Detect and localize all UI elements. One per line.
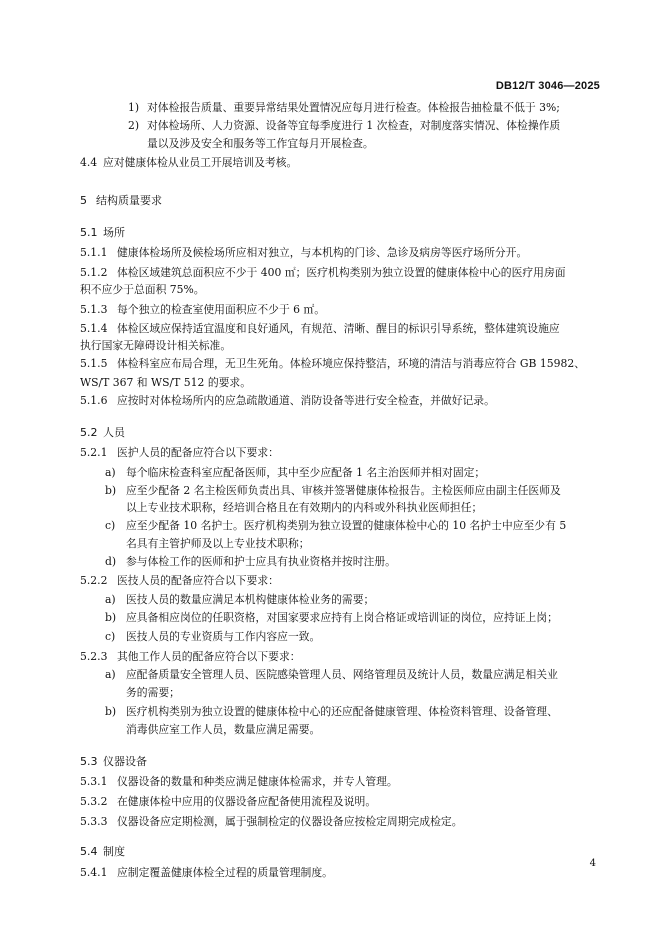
clause-text: 医技人员的专业资质与工作内容应一致。 — [126, 630, 321, 643]
clause-number: 2) — [128, 119, 140, 132]
clause-number: b) — [105, 705, 117, 718]
clause-number: 5.1.6 — [80, 394, 108, 407]
clause-text: 医技人员的数量应满足本机构健康体检业务的需要； — [126, 593, 375, 606]
clause-number: 5.1.2 — [80, 266, 108, 279]
clause-number: 5.1.5 — [80, 357, 108, 370]
section-heading: 人员 — [103, 426, 125, 439]
clause-text: 仪器设备应定期检测，属于强制检定的仪器设备应按检定周期完成检定。 — [117, 815, 463, 828]
clause-number: a) — [105, 668, 116, 681]
clause-number: b) — [105, 484, 117, 497]
clause-text: 医护人员的配备应符合以下要求： — [117, 446, 279, 459]
clause-text: 在健康体检中应用的仪器设备应配备使用流程及说明。 — [117, 795, 377, 808]
document-id-header: DB12/T 3046—2025 — [495, 80, 600, 92]
clause-text: 每个独立的检查室使用面积应不少于 6 ㎡。 — [117, 303, 326, 316]
clause-text: 应制定覆盖健康体检全过程的质量管理制度。 — [117, 866, 333, 879]
section-heading: 仪器设备 — [103, 755, 147, 768]
clause-number: 5.1.4 — [80, 322, 108, 335]
clause-number: 5.3.3 — [80, 815, 108, 828]
clause-text: 体检区域建筑总面积应不少于 400 ㎡；医疗机构类别为独立设置的健康体检中心的医疗用房面 — [117, 266, 566, 279]
clause-number: b) — [105, 611, 117, 624]
clause-number: 4.4 — [80, 156, 98, 169]
clause-text: 对体检场所、人力资源、设备等宜每季度进行 1 次检查，对制度落实情况、体检操作质 — [147, 119, 561, 132]
section-number: 5.2 — [80, 426, 98, 439]
section-number: 5.4 — [80, 845, 98, 858]
clause-text-continuation: 名具有主管护师及以上专业技术职称； — [126, 537, 310, 550]
section-number: 5.1 — [80, 226, 98, 239]
clause-number: 5.1.1 — [80, 246, 108, 259]
clause-number: 5.1.3 — [80, 303, 108, 316]
section-heading: 制度 — [103, 845, 125, 858]
clause-number: 5.3.2 — [80, 795, 108, 808]
clause-text: 应配备质量安全管理人员、医院感染管理人员、网络管理员及统计人员，数量应满足相关业 — [126, 668, 558, 681]
section-number: 5 — [80, 194, 87, 207]
clause-text: 医技人员的配备应符合以下要求： — [117, 574, 279, 587]
clause-number: 5.2.3 — [80, 650, 108, 663]
clause-number: 5.4.1 — [80, 866, 108, 879]
clause-text: 每个临床检查科室应配备医师，其中至少应配备 1 名主治医师并相对固定； — [126, 466, 486, 479]
clause-text: 健康体检场所及候检场所应相对独立，与本机构的门诊、急诊及病房等医疗场所分开。 — [117, 246, 528, 259]
clause-text: 仪器设备的数量和种类应满足健康体检需求，并专人管理。 — [117, 775, 398, 788]
clause-text-continuation: 执行国家无障碍设计相关标准。 — [80, 339, 232, 352]
clause-number: c) — [105, 519, 116, 532]
clause-text-continuation: 以上专业技术职称，经培训合格且在有效期内的内科或外科执业医师担任； — [126, 501, 483, 514]
section-heading: 结构质量要求 — [96, 194, 162, 207]
clause-text: 体检科室应布局合理，无卫生死角。体检环境应保持整洁，环境的清洁与消毒应符合 GB 15982、 — [117, 357, 586, 370]
clause-number: 5.2.2 — [80, 574, 108, 587]
clause-text: 其他工作人员的配备应符合以下要求： — [117, 650, 301, 663]
clause-number: 5.3.1 — [80, 775, 108, 788]
clause-number: 5.2.1 — [80, 446, 108, 459]
clause-text: 对体检报告质量、重要异常结果处置情况应每月进行检查。体检报告抽检量不低于 3%; — [147, 101, 560, 114]
clause-text-continuation: WS/T 367 和 WS/T 512 的要求。 — [80, 376, 252, 389]
clause-number: d) — [105, 555, 117, 568]
section-heading: 场所 — [103, 226, 125, 239]
page-number: 4 — [589, 858, 596, 869]
section-number: 5.3 — [80, 755, 98, 768]
clause-text: 应至少配备 2 名主检医师负责出具、审核并签署健康体检报告。主检医师应由副主任医师及 — [126, 484, 561, 497]
clause-number: a) — [105, 466, 116, 479]
clause-number: c) — [105, 630, 116, 643]
clause-number: 1) — [128, 101, 140, 114]
clause-text: 应对健康体检从业员工开展培训及考核。 — [103, 156, 298, 169]
clause-text: 应至少配备 10 名护士。医疗机构类别为独立设置的健康体检中心的 10 名护士中应至少有 5 — [126, 519, 567, 532]
clause-text-continuation: 量以及涉及安全和服务等工作宜每月开展检查。 — [147, 137, 374, 150]
clause-text: 应具备相应岗位的任职资格，对国家要求应持有上岗合格证或培训证的岗位，应持证上岗； — [126, 611, 558, 624]
clause-text: 参与体检工作的医师和护士应具有执业资格并按时注册。 — [126, 555, 396, 568]
clause-text-continuation: 消毒供应室工作人员，数量应满足需要。 — [126, 723, 321, 736]
clause-number: a) — [105, 593, 116, 606]
clause-text: 体检区域应保持适宜温度和良好通风，有规范、清晰、醒目的标识引导系统，整体建筑设施应 — [117, 322, 560, 335]
clause-text: 应按时对体检场所内的应急疏散通道、消防设备等进行安全检查，并做好记录。 — [117, 394, 495, 407]
clause-text-continuation: 务的需要； — [126, 686, 180, 699]
clause-text-continuation: 积不应少于总面积 75%。 — [80, 283, 205, 296]
clause-text: 医疗机构类别为独立设置的健康体检中心的还应配备健康管理、体检资料管理、设备管理、 — [126, 705, 558, 718]
